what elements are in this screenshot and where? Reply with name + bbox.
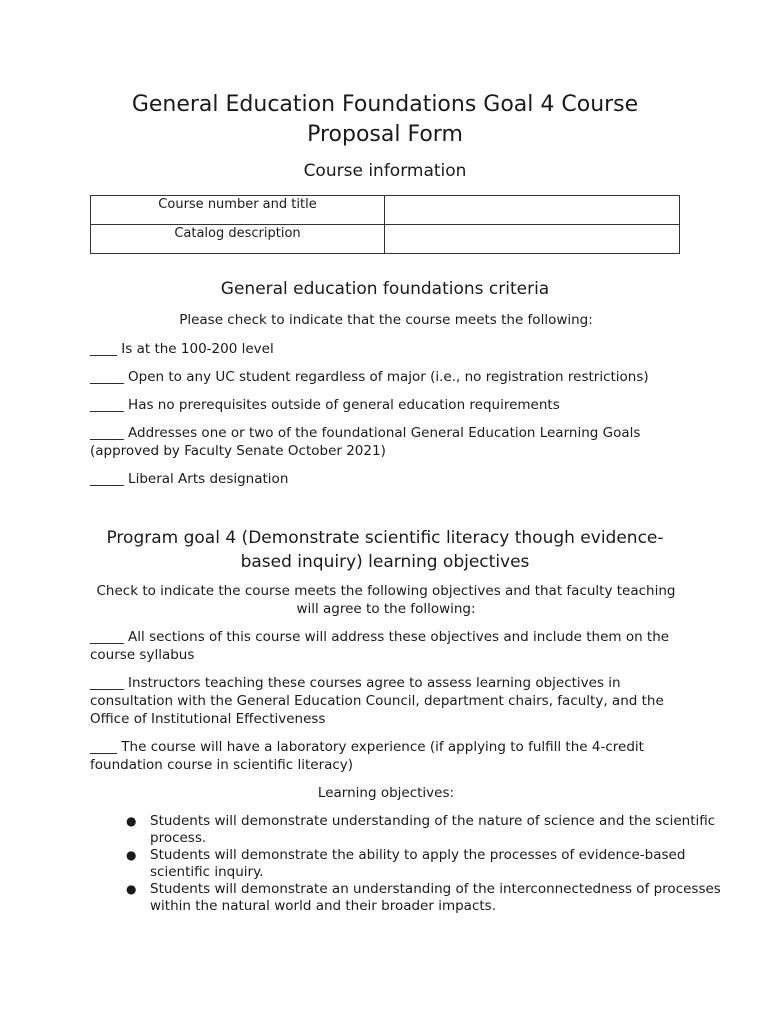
objective-text: Students will demonstrate the ability to apply the processes of evidence-based scientific inquiry.: [150, 847, 686, 880]
criteria-instruction: Please check to indicate that the course meets the following:: [179, 312, 593, 328]
goal-item-sections[interactable]: _____ All sections of this course will address these objectives and include them on the course syllabus: [90, 629, 670, 663]
list-item: [126, 813, 740, 847]
list-item: [126, 847, 740, 881]
program-goal-instruction: Check to indicate the course meets the following objectives and that faculty teaching will agree to the following:: [96, 583, 676, 617]
criteria-item-liberal-arts[interactable]: _____ Liberal Arts designation: [90, 471, 289, 487]
course-number-label: Course number and title: [91, 196, 385, 225]
criteria-item-learning-goals[interactable]: _____ Addresses one or two of the foundational General Education Learning Goals (approved by Faculty Senate October 2021): [90, 425, 641, 459]
objective-text: Students will demonstrate an understanding of the interconnectedness of processes within the natural world and their broader impacts.: [150, 881, 721, 914]
form-title: General Education Foundations Goal 4 Course Proposal Form: [131, 92, 639, 147]
objectives-list: [90, 813, 740, 915]
bullet-icon: ●: [126, 882, 137, 896]
objective-text: Students will demonstrate understanding of the nature of science and the scientific process.: [150, 813, 716, 846]
criteria-item-prerequisites[interactable]: _____ Has no prerequisites outside of general education requirements: [90, 397, 560, 413]
table-row: [91, 196, 680, 225]
bullet-icon: ●: [126, 814, 137, 828]
objectives-label: Learning objectives:: [317, 785, 455, 801]
table-row: [91, 225, 680, 254]
goal-item-instructors[interactable]: _____ Instructors teaching these courses agree to assess learning objectives in consultation with the General Education Council, department chairs, faculty, and the Office of Institutional Effectiveness: [90, 675, 664, 727]
criteria-item-level[interactable]: ____ Is at the 100-200 level: [90, 341, 274, 357]
list-item: [126, 881, 740, 915]
course-info-table: [90, 195, 680, 254]
course-info-heading: Course information: [303, 161, 467, 181]
program-goal-heading: Program goal 4 (Demonstrate scientific literacy though evidence-based inquiry) learning objectives: [106, 528, 664, 572]
goal-item-laboratory[interactable]: ____ The course will have a laboratory experience (if applying to fulfill the 4-credit foundation course in scientific literacy): [90, 739, 644, 773]
catalog-description-label: Catalog description: [91, 225, 385, 254]
course-number-field[interactable]: [385, 196, 680, 225]
criteria-heading: General education foundations criteria: [220, 279, 550, 299]
criteria-item-open[interactable]: _____ Open to any UC student regardless of major (i.e., no registration restrictions): [90, 369, 649, 385]
bullet-icon: ●: [126, 848, 137, 862]
catalog-description-field[interactable]: [385, 225, 680, 254]
